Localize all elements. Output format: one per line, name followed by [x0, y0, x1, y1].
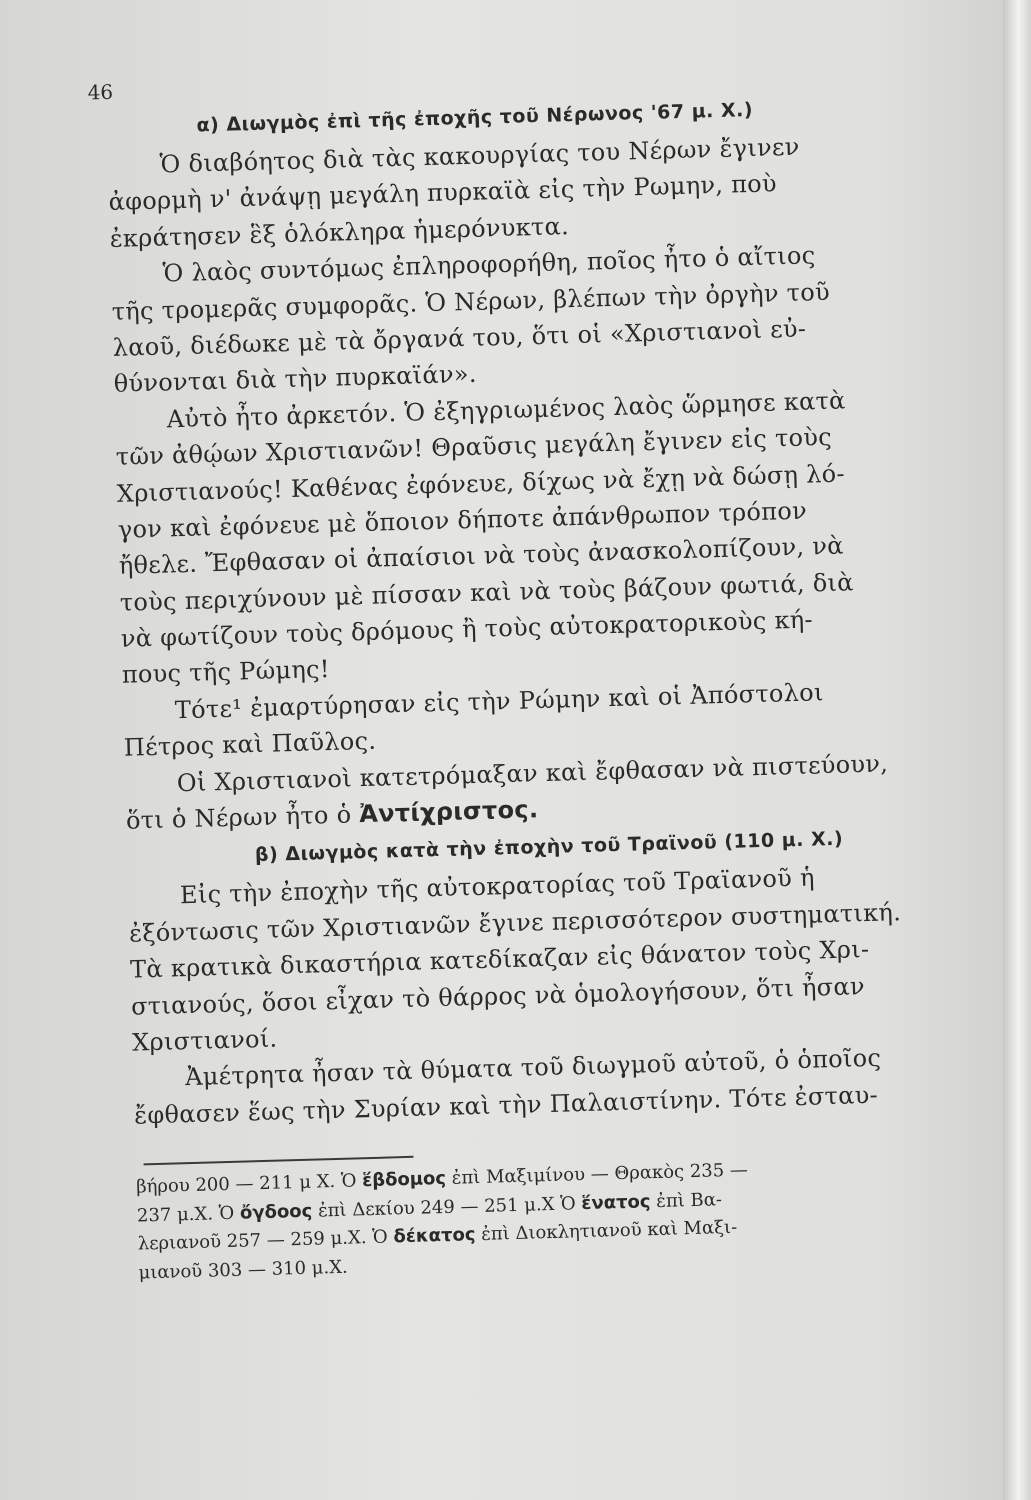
- section-b-text: [128, 856, 975, 1134]
- section-b-heading: β) Διωγμὸς κατὰ τὴν ἐποχὴν τοῦ Τραϊνοῦ (110 μ. Χ.): [254, 828, 844, 867]
- book-spine-shadow: [1003, 0, 1031, 1500]
- ordinal-tenth: δέκατος: [393, 1224, 476, 1248]
- text-line: Ὁ λαὸς συντόμως ἐπληροφορήθη, ποῖος ἦτο ὁ αἴτιος: [162, 241, 816, 288]
- footnote-text: βήρου 200 — 211 μ Χ. Ὁ: [135, 1170, 357, 1198]
- footnote-text: ἐπὶ Μαξιμίνου — Θρακὸς 235 —: [451, 1159, 749, 1189]
- ordinal-eighth: ὄγδοος: [239, 1200, 313, 1224]
- footnote-divider: [144, 1156, 414, 1166]
- footnote-text: λεριανοῦ 257 — 259 μ.Χ. Ὁ: [137, 1226, 388, 1255]
- text-line: θύνονται διὰ τὴν πυρκαϊάν».: [113, 360, 478, 399]
- text-line: Ἀμέτρητα ἦσαν τὰ θύματα τοῦ διωγμοῦ αὐτοῦ, ὁ ὁποῖος: [184, 1044, 882, 1092]
- ordinal-ninth: ἕνατος: [581, 1190, 651, 1214]
- text-line: Χριστιανοί.: [131, 1024, 278, 1057]
- text-line: Πέτρος καὶ Παῦλος.: [123, 726, 377, 762]
- text-line: νὰ φωτίζουν τοὺς δρόμους ἢ τοὺς αὐτοκρατορικοὺς κή-: [120, 605, 814, 653]
- antichrist-term: Ἀντίχριστος.: [358, 795, 539, 829]
- text-line: ἀφορμὴ ν' ἀνάψῃ μεγάλη πυρκαϊὰ εἰς τὴν Ρωμην, ποὺ: [108, 169, 778, 217]
- page-number: 46: [87, 79, 114, 105]
- text-line: Τότε¹ ἐμαρτύρησαν εἰς τὴν Ρώμην καὶ οἱ Ἀπόστολοι: [174, 678, 824, 725]
- text-line: ἐκράτησεν ἓξ ὁλόκληρα ἡμερόνυκτα.: [109, 211, 570, 253]
- footnote: [136, 1150, 979, 1287]
- text-line: Οἱ Χριστιανοὶ κατετρόμαξαν καὶ ἔφθασαν νὰ πιστεύουν,: [176, 749, 889, 797]
- text-fragment: ὅτι ὁ Νέρων ἦτο ὁ: [125, 800, 352, 835]
- section-a-text: [107, 125, 966, 840]
- text-line: πους τῆς Ρώμης!: [121, 655, 331, 690]
- text-line: ἤθελε. Ἔφθασαν οἱ ἀπαίσιοι νὰ τοὺς ἀνασκολοπίζουν, νὰ: [118, 531, 845, 581]
- text-line: ἔφθασεν ἕως τὴν Συρίαν καὶ τὴν Παλαιστίνην. Τότε ἐσταυ-: [133, 1080, 879, 1130]
- footnote-text: 237 μ.Χ. Ὁ: [136, 1202, 235, 1227]
- footnote-text: ἐπὶ Δεκίου 249 — 251 μ.Χ Ὁ: [317, 1192, 576, 1222]
- text-line: λαοῦ, διέδωκε μὲ τὰ ὄργανά του, ὅτι οἱ «Χριστιανοὶ εὐ-: [112, 314, 807, 362]
- text-line: Τὰ κρατικὰ δικαστήρια κατεδίκαζαν εἰς θάνατον τοὺς Χρι-: [129, 935, 870, 984]
- footnote-line: μιανοῦ 303 — 310 μ.Χ.: [138, 1256, 349, 1284]
- text-line: γον καὶ ἐφόνευε μὲ ὅποιον δήποτε ἀπάνθρωπον τρόπον: [117, 496, 808, 544]
- section-a-heading: α) Διωγμὸς ἐπὶ τῆς ἐποχῆς τοῦ Νέρωνος '67 μ. Χ.): [196, 98, 754, 137]
- text-line: τῶν ἀθῴων Χριστιανῶν! Θραῦσις μεγάλη ἔγινεν εἰς τοὺς: [115, 422, 833, 471]
- ordinal-seventh: ἕβδομος: [361, 1168, 447, 1192]
- text-line: στιανούς, ὅσοι εἶχαν τὸ θάρρος νὰ ὁμολογήσουν, ὅτι ἦσαν: [130, 971, 866, 1021]
- footnote-text: ἐπὶ Βα-: [655, 1188, 723, 1212]
- text-line: τοὺς περιχύνουν μὲ πίσσαν καὶ νὰ τοὺς βάζουν φωτιά, διὰ: [119, 567, 855, 617]
- text-line: ἐξόντωσις τῶν Χριστιανῶν ἔγινε περισσότερον συστηματική.: [128, 897, 902, 948]
- text-line: Χριστιανούς! Καθένας ἐφόνευε, δίχως νὰ ἔχῃ νὰ δώσῃ λό-: [116, 459, 846, 508]
- text-line: Εἰς τὴν ἐποχὴν τῆς αὐτοκρατορίας τοῦ Τραϊανοῦ ἡ: [179, 863, 816, 910]
- text-block: [87, 47, 979, 1288]
- text-line: τῆς τρομερᾶς συμφορᾶς. Ὁ Νέρων, βλέπων τὴν ὀργὴν τοῦ: [111, 277, 831, 326]
- text-line: Ὁ διαβόητος διὰ τὰς κακουργίας του Νέρων ἔγινεν: [159, 132, 800, 179]
- text-line: Αὐτὸ ἦτο ἀρκετόν. Ὁ ἐξηγριωμένος λαὸς ὥρμησε κατὰ: [166, 386, 846, 434]
- footnote-text: ἐπὶ Διοκλητιανοῦ καὶ Μαξι-: [480, 1216, 738, 1246]
